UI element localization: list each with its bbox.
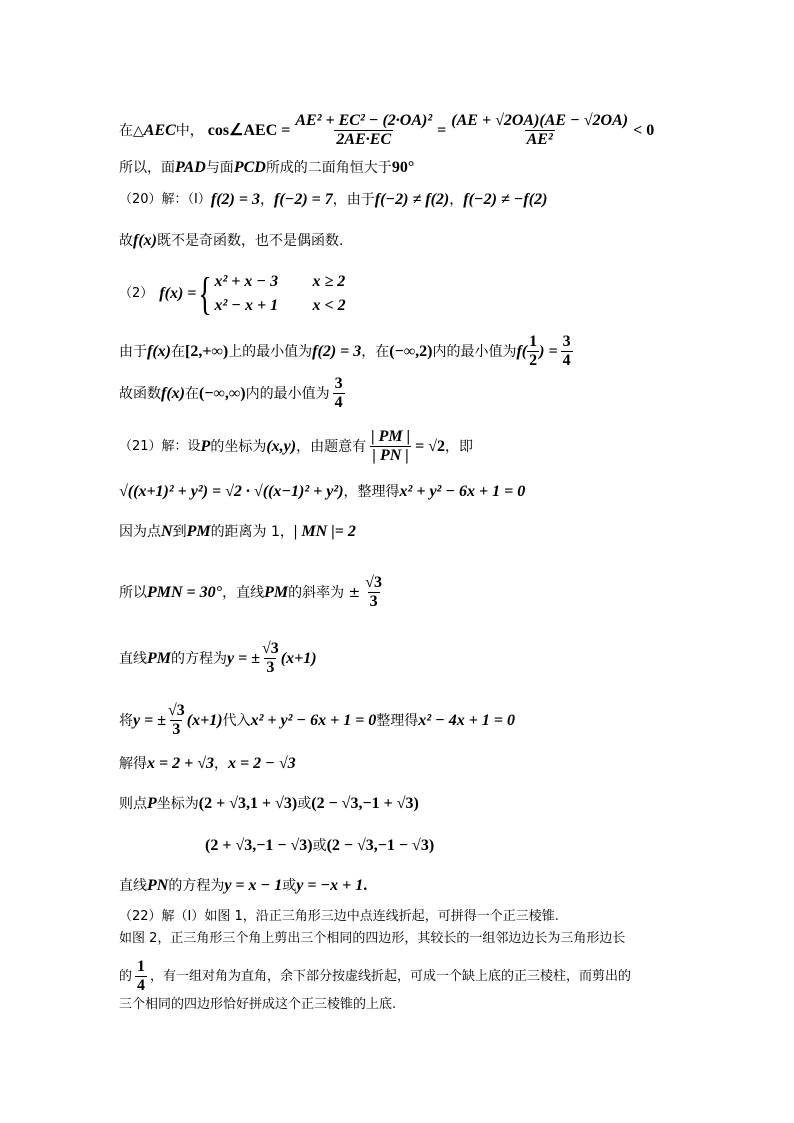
math: y = x − 1 [224,877,283,894]
left-brace: { [198,268,213,319]
math: x = 2 + √3 [147,755,215,772]
text: ， [260,192,274,208]
math: f(−2) ≠ f(2) [374,191,450,208]
numerator: 1 [529,333,538,350]
q21-line3 [119,522,356,542]
q21-line1 [119,428,473,465]
text: 的 [119,968,133,984]
text: 由于 [119,343,147,360]
q20-final-line [119,375,348,412]
math: f(x) [161,384,185,402]
numerator: 3 [334,375,343,392]
text: 或 [297,796,312,812]
math: PM [264,583,289,601]
plane-pad: PAD [175,159,206,176]
text: （22）解（I）如图 1，沿正三角形三边中点连线折起，可拼得一个正三棱锥. [119,909,559,924]
math: PN [147,877,169,894]
point: (2 − √3,−1 − √3) [326,837,435,854]
math: f( [516,342,528,360]
q22-line4 [119,995,396,1015]
text: 内的最小值为 [245,385,330,402]
text: 直线 [119,650,147,667]
half-fraction [527,333,539,370]
point: (2 + √3,−1 − √3) [205,837,313,854]
numerator: 3 [562,333,571,350]
text: 则点 [119,796,147,812]
math: y = −x + 1 [296,877,364,894]
case-condition: x ≥ 2 [312,273,346,290]
q21-line4 [119,574,387,611]
text: 三个相同的四边形恰好拼成这个正三棱锥的上底. [119,997,397,1012]
text: 在△ [119,122,144,139]
q20-piecewise [119,270,346,318]
case-expression: x² + x − 3 [214,273,279,290]
text: 将 [119,712,133,729]
math: f(−2) ≠ −f(2) [463,191,548,208]
triangle-name: AEC [143,121,176,139]
text: 或 [312,838,327,854]
text: 所成的二面角恒大于 [265,160,392,176]
text: 在 [184,385,199,402]
text: ，在 [361,343,390,360]
slope-fraction [260,640,281,677]
text: 中， [175,122,204,139]
numerator: AE² + EC² − (2·OA)² [295,112,433,129]
text: ，由题意有 [296,438,367,455]
case-expression: x² − x + 1 [214,297,279,314]
text: 或 [282,878,297,894]
text: ，即 [445,438,474,455]
point: (2 + √3,1 + √3) [198,795,298,812]
text: 整理得 [376,712,419,729]
text: 的坐标为 [210,438,267,455]
angle-value: 90° [391,159,415,176]
denominator: 2AE·EC [336,131,392,148]
cos-expression: cos∠AEC = [207,121,291,139]
denominator: 2 [529,352,538,369]
denominator: 3 [266,659,275,676]
numerator: √3 [365,574,383,591]
numerator: √3 [168,702,185,719]
q20-conclusion [119,231,343,251]
numerator: √3 [262,640,279,657]
q21-line8 [119,794,419,814]
text: 在 [170,343,185,360]
text: 到 [172,524,187,540]
math: PMN = 30° [147,583,223,601]
q21-line5 [119,640,317,677]
math: = √2 [415,437,446,455]
denominator: 3 [369,593,378,610]
math: f(x) [147,342,171,360]
q20-min-line [119,333,576,370]
math: f(−2) = 7 [274,191,333,208]
text: ，有一组对角为直角，余下部分按虚线折起，可成一个缺上底的正三棱柱，而剪出的 [150,968,632,984]
question-label: （20）解：（I） [119,192,211,207]
math: f(2) = 3 [312,342,362,360]
result-fraction [561,333,573,370]
text: 故 [119,233,133,249]
text: 故函数 [119,385,161,402]
text: 的距离为 1， [210,524,294,540]
question-label: （21）解：设 [119,438,201,454]
slope-fraction [166,702,187,739]
denominator: 4 [334,394,343,411]
math: f(x) = [159,285,197,302]
text: 上的最小值为 [228,343,313,360]
math: f(2) = 3 [210,191,260,208]
denominator: 3 [172,721,181,738]
numerator: | PM | [371,428,411,445]
text: 代入 [222,712,251,729]
quarter-fraction [135,958,147,995]
math: x² − 4x + 1 = 0 [418,711,516,729]
q21-line10 [119,876,367,896]
text: 的方程为 [168,878,225,894]
text: 直线 [119,878,147,894]
q22-line1 [119,907,559,927]
q21-line6 [119,702,515,739]
text: 既不是奇函数，也不是偶函数. [156,233,344,249]
text: 内的最小值为 [432,343,517,360]
text: 因为点 [119,524,161,540]
interval: (−∞,∞) [198,384,246,402]
inequality: < 0 [633,121,655,139]
q22-line2 [119,929,625,949]
math: (x+1) [186,711,223,729]
cos-aec-line [119,112,654,149]
text: 的斜率为 ± [288,584,361,601]
denominator: 4 [137,977,146,994]
numerator: 1 [137,958,146,975]
interval: (−∞,2) [389,342,433,360]
text: ， [449,192,464,208]
period: . [363,877,368,894]
q21-line7 [119,754,296,774]
math: ) = [539,342,558,360]
q21-line9 [205,836,434,856]
math: N [161,523,173,540]
cos-fraction-1 [293,112,434,149]
math: (x,y) [266,437,297,455]
text: 的方程为 [171,650,227,667]
denominator: AE² [526,131,553,148]
equals: = [437,121,447,139]
math: x = 2 − √3 [228,755,296,772]
text: 与面 [205,160,234,176]
math: x² + y² − 6x + 1 = 0 [399,483,526,500]
text: 所以 [119,584,147,601]
slope-fraction [363,574,384,611]
denominator: 4 [562,352,571,369]
math: | MN |= 2 [293,523,356,540]
text: 解得 [119,756,147,772]
text: 如图 2，正三角形三个角上剪出三个相同的四边形，其较长的一组邻边边长为三角形边长 [119,931,626,946]
text: ，直线 [222,584,265,601]
math: PM [147,649,171,667]
q21-line2 [119,482,525,502]
q22-line3 [119,958,631,995]
case-row [214,270,345,294]
case-row [214,294,345,318]
text: 所以，面 [119,160,175,176]
interval: [2,+∞) [184,342,229,360]
dihedral-angle-line [119,158,414,178]
ratio-fraction [369,428,412,465]
text: ，整理得 [343,484,400,500]
piecewise-cases [214,270,345,318]
math: (x+1) [280,649,317,667]
q20-line1 [119,190,547,210]
denominator: | PN | [372,447,409,464]
math: f(x) [133,232,157,249]
text: ， [214,756,229,772]
cos-fraction-2 [449,112,630,149]
math: y = ± [133,711,166,729]
result-fraction [333,375,345,412]
math: √((x+1)² + y²) = √2 · √((x−1)² + y²) [119,483,344,500]
math: x² + y² − 6x + 1 = 0 [250,711,377,729]
text: ，由于 [332,192,375,208]
math: PM [186,523,211,540]
part-label: （2） [119,286,154,301]
plane-pcd: PCD [233,159,266,176]
math: y = ± [227,649,260,667]
point: (2 − √3,−1 + √3) [311,795,419,812]
math: P [200,437,211,455]
numerator: (AE + √2OA)(AE − √2OA) [451,112,629,129]
case-condition: x < 2 [312,297,346,314]
math: P [147,795,157,812]
text: 坐标为 [156,796,199,812]
